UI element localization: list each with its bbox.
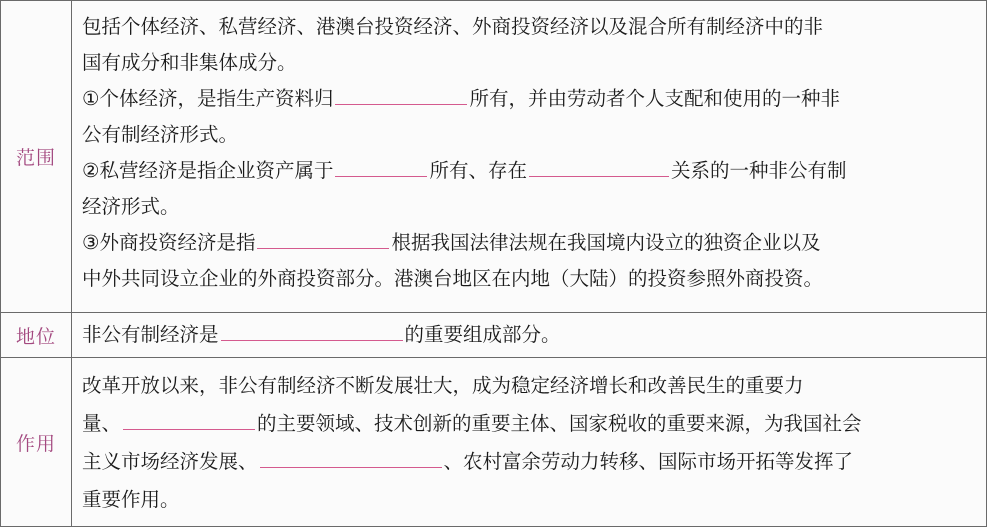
- text-segment: 所有、存在: [429, 159, 527, 182]
- text-segment: ②私营经济是指企业资产属于: [82, 159, 334, 182]
- row-label-scope: 范围: [1, 1, 72, 312]
- text-segment: 非公有制经济是: [82, 323, 219, 346]
- text-segment: 、农村富余劳动力转移、国际市场开拓等发挥了: [443, 450, 854, 473]
- text-line: [82, 153, 976, 189]
- text-line: 中外共同设立企业的外商投资部分。港澳台地区在内地（大陆）的投资参照外商投资。: [82, 267, 824, 290]
- text-segment: 主义市场经济发展、: [82, 450, 258, 473]
- table-row-role: [1, 358, 986, 526]
- text-segment: 所有，并由劳动者个人支配和使用的一种非: [469, 87, 840, 110]
- text-segment: 关系的一种非公有制: [671, 159, 847, 182]
- fill-blank[interactable]: [335, 84, 467, 105]
- fill-blank[interactable]: [529, 156, 669, 177]
- fill-blank[interactable]: [257, 228, 389, 249]
- text-segment: 的主要领域、技术创新的重要主体、国家税收的重要来源，为我国社会: [257, 412, 862, 435]
- fill-blank[interactable]: [123, 409, 255, 430]
- text-line: 包括个体经济、私营经济、港澳台投资经济、外商投资经济以及混合所有制经济中的非: [82, 15, 824, 38]
- row-content-status: [72, 313, 986, 357]
- text-segment: 根据我国法律法规在我国境内设立的独资企业以及: [391, 231, 821, 254]
- text-line: 公有制经济形式。: [82, 123, 239, 146]
- text-line: 经济形式。: [82, 195, 180, 218]
- text-line: 改革开放以来，非公有制经济不断发展壮大，成为稳定经济增长和改善民生的重要力: [82, 374, 804, 397]
- fill-blank[interactable]: [260, 447, 442, 468]
- text-line: [82, 81, 976, 117]
- text-segment: ③外商投资经济是指: [82, 231, 256, 254]
- text-line: [82, 405, 976, 443]
- fill-blank[interactable]: [335, 156, 427, 177]
- text-line: [82, 225, 976, 261]
- text-line: [82, 443, 976, 481]
- text-line: 国有成分和非集体成分。: [82, 51, 297, 74]
- table-row-status: [1, 313, 986, 358]
- text-line: 重要作用。: [82, 488, 180, 511]
- text-line: [82, 317, 976, 353]
- text-segment: 的重要组成部分。: [404, 323, 561, 346]
- table-row-scope: [1, 1, 986, 313]
- fill-blank[interactable]: [221, 320, 403, 341]
- text-segment: 量、: [82, 412, 122, 435]
- row-content-scope: [72, 1, 986, 312]
- row-content-role: [72, 358, 986, 526]
- row-label-role: 作用: [1, 358, 72, 526]
- text-segment: ①个体经济，是指生产资料归: [82, 87, 334, 110]
- row-label-status: 地位: [1, 313, 72, 357]
